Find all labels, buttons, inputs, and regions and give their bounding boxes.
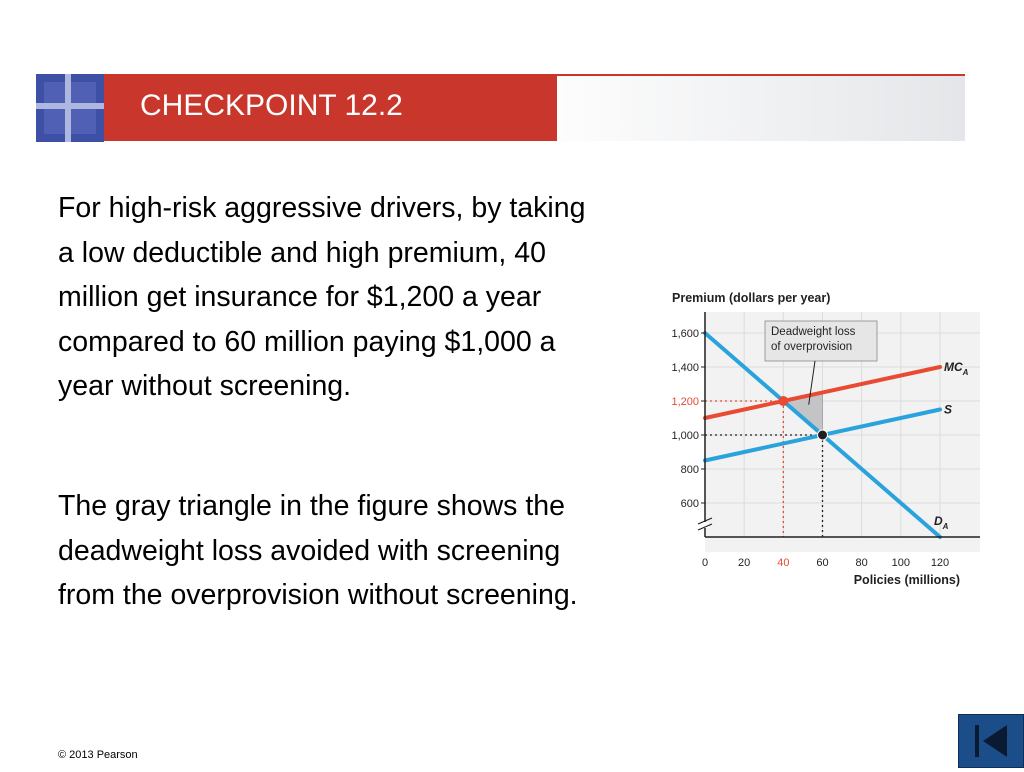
point-40-1200: [778, 396, 788, 406]
skip-to-start-icon: [959, 715, 1023, 767]
copyright-notice: © 2013 Pearson: [58, 749, 138, 761]
y-tick-label: 800: [680, 464, 699, 476]
y-tick-label: 600: [680, 498, 699, 510]
series-label-d: $D_A$: [934, 514, 949, 531]
x-tick-label: 60: [816, 557, 829, 569]
series-label-s: S: [944, 402, 953, 417]
banner-gradient: [557, 74, 965, 141]
y-axis-title: Premium (dollars per year): [672, 291, 831, 305]
insurance-market-chart: [660, 280, 980, 595]
slide-title: CHECKPOINT 12.2: [140, 89, 403, 122]
series-label-subscript: A: [962, 368, 969, 377]
body-paragraph-2: The gray triangle in the figure shows the deadweight loss avoided with screening from the overprovision without screening.: [58, 490, 578, 611]
y-tick-label: 1,200: [671, 396, 699, 408]
first-slide-button[interactable]: [958, 714, 1024, 768]
x-tick-label: 40: [777, 557, 790, 569]
y-tick-label: 1,600: [671, 328, 699, 340]
x-tick-label: 100: [891, 557, 911, 569]
series-label-subscript: A: [942, 522, 949, 531]
x-tick-label: 80: [855, 557, 868, 569]
title-banner: [104, 74, 557, 141]
point-60-1000: [818, 430, 828, 440]
annotation-text-line: Deadweight loss: [771, 326, 856, 338]
x-tick-label: 0: [701, 557, 709, 569]
x-axis-title: Policies (millions): [853, 573, 960, 587]
y-tick-label: 1,000: [671, 430, 699, 442]
checkpoint-logo: [36, 74, 104, 142]
annotation-text-line: of overprovision: [771, 341, 853, 353]
y-tick-label: 1,400: [671, 362, 699, 374]
x-tick-label: 20: [738, 557, 751, 569]
x-tick-label: 120: [930, 557, 950, 569]
body-paragraph-1: For high-risk aggressive drivers, by taking a low deductible and high premium, 40 million get insurance for $1,200 a year compared to 60 million paying $1,000 a year without screening.: [58, 192, 586, 402]
series-label-mc: $MC_A$: [944, 360, 969, 377]
